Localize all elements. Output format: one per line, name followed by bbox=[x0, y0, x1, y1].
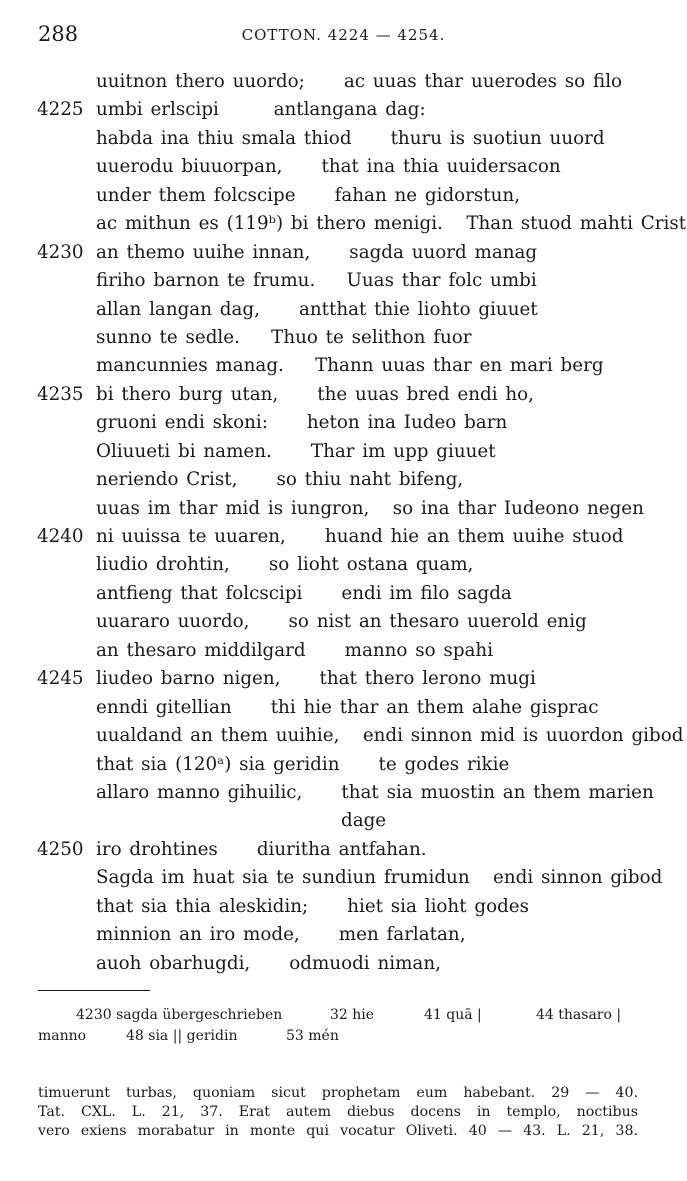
apparatus-note: 32 hie bbox=[330, 1007, 375, 1023]
verse-line bbox=[0, 153, 687, 181]
line-number: 4250 bbox=[37, 838, 84, 860]
verse-line bbox=[0, 438, 687, 466]
verse-line bbox=[0, 637, 687, 665]
verse-text: mancunnies manag. Thann uuas thar en mari berg bbox=[96, 355, 604, 377]
verse-line bbox=[0, 950, 687, 978]
line-number: 4235 bbox=[37, 383, 84, 405]
verse-line bbox=[0, 551, 687, 579]
verse-line bbox=[0, 694, 687, 722]
source-references bbox=[38, 1084, 638, 1141]
verse-line bbox=[0, 239, 687, 267]
verse-text: allan langan dag, antthat thie liohto giuuet bbox=[96, 298, 538, 320]
verse-line bbox=[0, 495, 687, 523]
line-number: 4225 bbox=[37, 99, 84, 121]
verse-line bbox=[0, 751, 687, 779]
footnote-divider bbox=[38, 990, 150, 991]
verse-line bbox=[0, 921, 687, 949]
page-number: 288 bbox=[38, 22, 79, 46]
verse-line bbox=[0, 182, 687, 210]
verse-line bbox=[0, 210, 687, 238]
verse-text: gruoni endi skoni: heton ina Iudeo barn bbox=[96, 412, 508, 434]
verse-text: liudio drohtin, so lioht ostana quam, bbox=[96, 554, 474, 576]
verse-line bbox=[0, 807, 687, 835]
verse-line bbox=[0, 324, 687, 352]
verse-line bbox=[0, 125, 687, 153]
verse-text: uualdand an them uuihie, endi sinnon mid is uuordon gibod bbox=[96, 725, 684, 747]
verse-line bbox=[0, 864, 687, 892]
source-line: Tat. CXL. L. 21, 37. Erat autem diebus docens in templo, noctibus bbox=[38, 1104, 638, 1120]
poem-text bbox=[0, 68, 687, 978]
verse-line bbox=[0, 267, 687, 295]
verse-text: ac mithun es (119ᵇ) bi thero menigi. Than stuod mahti Crist bbox=[96, 213, 687, 235]
verse-text: sunno te sedle. Thuo te selithon fuor bbox=[96, 326, 472, 348]
apparatus-note: 44 thasaro | bbox=[536, 1007, 622, 1023]
verse-text: dage bbox=[341, 810, 387, 832]
source-line: timuerunt turbas, quoniam sicut prophetam eum habebant. 29 — 40. bbox=[38, 1085, 638, 1101]
verse-text: liudeo barno nigen, that thero lerono mugi bbox=[96, 668, 536, 690]
verse-line bbox=[0, 296, 687, 324]
verse-line bbox=[0, 523, 687, 551]
apparatus-note: 4230 sagda übergeschrieben bbox=[76, 1007, 283, 1023]
verse-text: an themo uuihe innan, sagda uuord manag bbox=[96, 241, 538, 263]
critical-apparatus bbox=[38, 1005, 650, 1047]
verse-text: uuitnon thero uuordo; ac uuas thar uuerodes so filo bbox=[96, 71, 623, 92]
verse-text: ni uuissa te uuaren, huand hie an them uuihe stuod bbox=[96, 526, 624, 547]
verse-text: auoh obarhugdi, odmuodi niman, bbox=[96, 952, 441, 974]
verse-text: enndi gitellian thi hie thar an them alahe gisprac bbox=[96, 696, 599, 718]
apparatus-note: manno bbox=[38, 1028, 87, 1044]
page-header bbox=[38, 22, 649, 52]
verse-text: minnion an iro mode, men farlatan, bbox=[96, 924, 466, 946]
verse-line bbox=[0, 722, 687, 750]
verse-line bbox=[0, 409, 687, 437]
verse-line bbox=[0, 893, 687, 921]
verse-text: Oliuueti bi namen. Thar im upp giuuet bbox=[96, 440, 496, 462]
verse-text: neriendo Crist, so thiu naht bifeng, bbox=[96, 469, 464, 491]
verse-line bbox=[0, 381, 687, 409]
verse-text: firiho barnon te frumu. Uuas thar folc umbi bbox=[96, 270, 537, 292]
verse-line bbox=[0, 96, 687, 124]
verse-text: allaro manno gihuilic, that sia muostin an them marien bbox=[96, 781, 654, 803]
source-line: vero exiens morabatur in monte qui vocatur Oliveti. 40 — 43. L. 21, 38. bbox=[38, 1123, 638, 1139]
verse-text: iro drohtines diuritha antfahan. bbox=[96, 838, 427, 860]
verse-line bbox=[0, 352, 687, 380]
apparatus-note: 41 quā | bbox=[424, 1007, 482, 1023]
verse-text: an thesaro middilgard manno so spahi bbox=[96, 639, 494, 661]
verse-text: uuerodu biuuorpan, that ina thia uuidersacon bbox=[96, 156, 561, 178]
verse-line bbox=[0, 836, 687, 864]
verse-line bbox=[0, 665, 687, 693]
line-number: 4240 bbox=[37, 526, 84, 547]
verse-text: Sagda im huat sia te sundiun frumidun endi sinnon gibod bbox=[96, 867, 663, 889]
verse-text: antfieng that folcscipi endi im filo sagda bbox=[96, 582, 512, 604]
line-number: 4245 bbox=[37, 668, 84, 690]
running-title: COTTON. 4224 — 4254. bbox=[241, 26, 446, 44]
verse-line bbox=[0, 580, 687, 608]
verse-text: uuararo uuordo, so nist an thesaro uuerold enig bbox=[96, 611, 587, 633]
verse-text: that sia thia aleskidin; hiet sia lioht godes bbox=[96, 895, 529, 917]
verse-text: under them folcscipe fahan ne gidorstun, bbox=[96, 184, 521, 206]
apparatus-note: 53 mén bbox=[286, 1028, 339, 1044]
verse-text: uuas im thar mid is iungron, so ina thar Iudeono negen bbox=[96, 497, 644, 519]
apparatus-note: 48 sia || geridin bbox=[126, 1028, 238, 1044]
verse-line bbox=[0, 779, 687, 807]
verse-text: bi thero burg utan, the uuas bred endi ho, bbox=[96, 383, 534, 405]
apparatus-row bbox=[38, 1005, 650, 1026]
verse-line bbox=[0, 68, 687, 96]
verse-text: that sia (120ᵃ) sia geridin te godes rikie bbox=[96, 753, 510, 775]
apparatus-row bbox=[38, 1026, 650, 1047]
line-number: 4230 bbox=[37, 241, 84, 263]
verse-text: umbi erlscipi antlangana dag: bbox=[96, 99, 426, 121]
verse-line bbox=[0, 608, 687, 636]
verse-line bbox=[0, 466, 687, 494]
verse-text: habda ina thiu smala thiod thuru is suotiun uuord bbox=[96, 127, 605, 149]
